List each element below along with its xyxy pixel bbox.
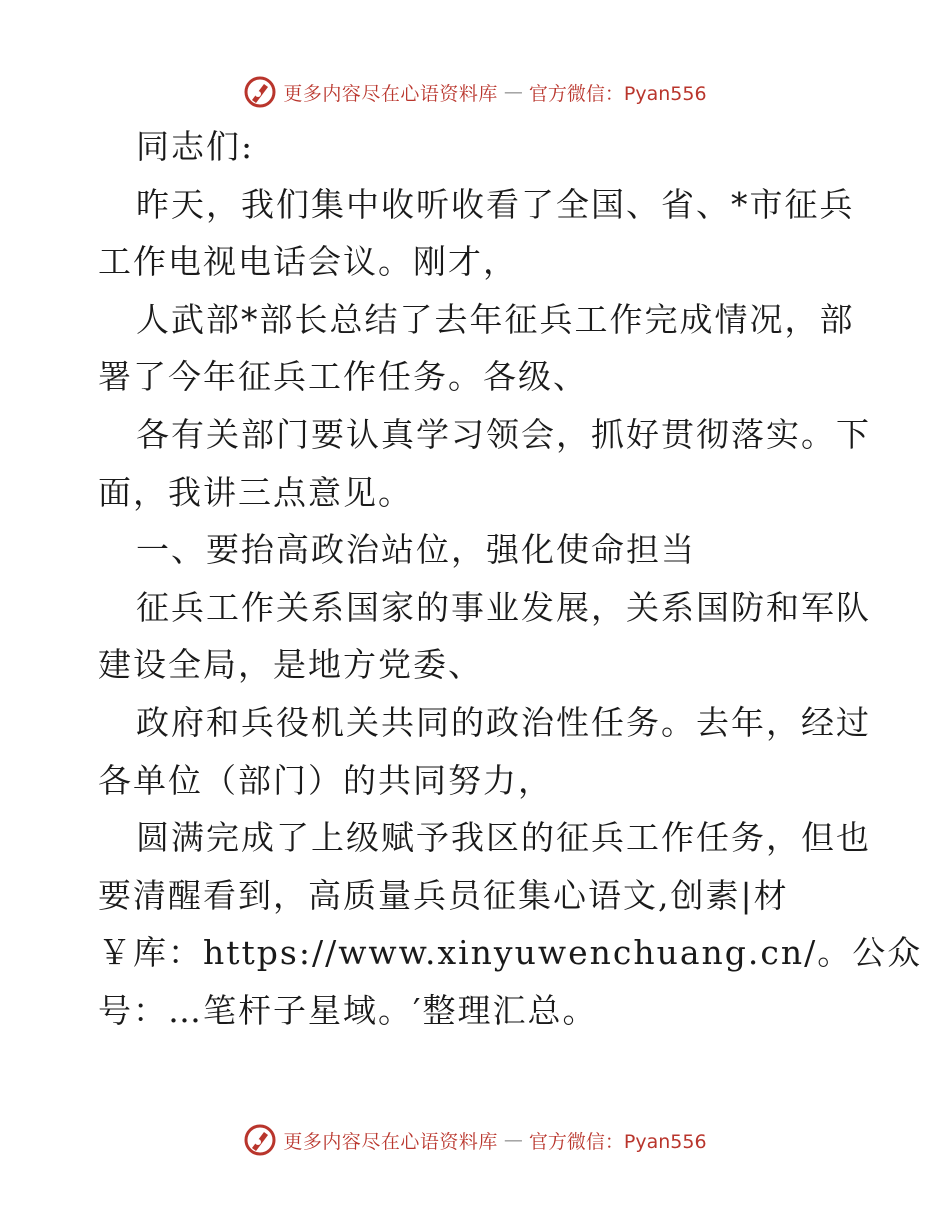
body-line: 圆满完成了上级赋予我区的征兵工作任务，但也 bbox=[136, 818, 871, 858]
banner-separator: — bbox=[503, 81, 523, 103]
body-line: 政府和兵役机关共同的政治性任务。去年，经过 bbox=[136, 702, 871, 742]
body-line: 要清醒看到，高质量兵员征集心语文,创素|材 bbox=[98, 875, 789, 915]
body-line: 面，我讲三点意见。 bbox=[98, 472, 413, 512]
body-line: 同志们: bbox=[136, 127, 255, 166]
body-line: 各单位（部门）的共同努力， bbox=[98, 760, 553, 800]
body-line: 人武部*部长总结了去年征兵工作完成情况，部 bbox=[136, 299, 855, 339]
banner-slogan: 更多内容尽在心语资料库 bbox=[283, 82, 498, 105]
banner-wechat-id: 官方微信：Pyan556 bbox=[528, 1130, 707, 1153]
body-line: 署了今年征兵工作任务。各级、 bbox=[98, 357, 588, 397]
banner-separator: — bbox=[503, 1129, 523, 1151]
brand-logo-icon bbox=[243, 75, 277, 109]
body-line: 建设全局，是地方党委、 bbox=[98, 645, 483, 685]
body-line: 昨天，我们集中收听收看了全国、省、*市征兵 bbox=[136, 184, 855, 224]
brand-logo-icon bbox=[243, 1123, 277, 1157]
body-line: 征兵工作关系国家的事业发展，关系国防和军队 bbox=[136, 587, 871, 627]
banner-wechat-id: 官方微信：Pyan556 bbox=[528, 82, 707, 105]
body-line: 工作电视电话会议。刚才， bbox=[98, 242, 518, 282]
body-line: 各有关部门要认真学习领会，抓好贯彻落实。下 bbox=[136, 414, 871, 454]
section-heading: 一、要抬高政治站位，强化使命担当 bbox=[136, 530, 696, 570]
header-banner bbox=[0, 72, 950, 112]
footer-banner bbox=[0, 1120, 950, 1160]
document-body bbox=[98, 118, 923, 1040]
body-line: ￥库：https://www.xinyuwenchuang.cn/。公众 bbox=[98, 933, 923, 973]
banner-slogan: 更多内容尽在心语资料库 bbox=[283, 1130, 498, 1153]
body-line: 号：…笔杆子星域。′整理汇总。 bbox=[98, 990, 598, 1030]
